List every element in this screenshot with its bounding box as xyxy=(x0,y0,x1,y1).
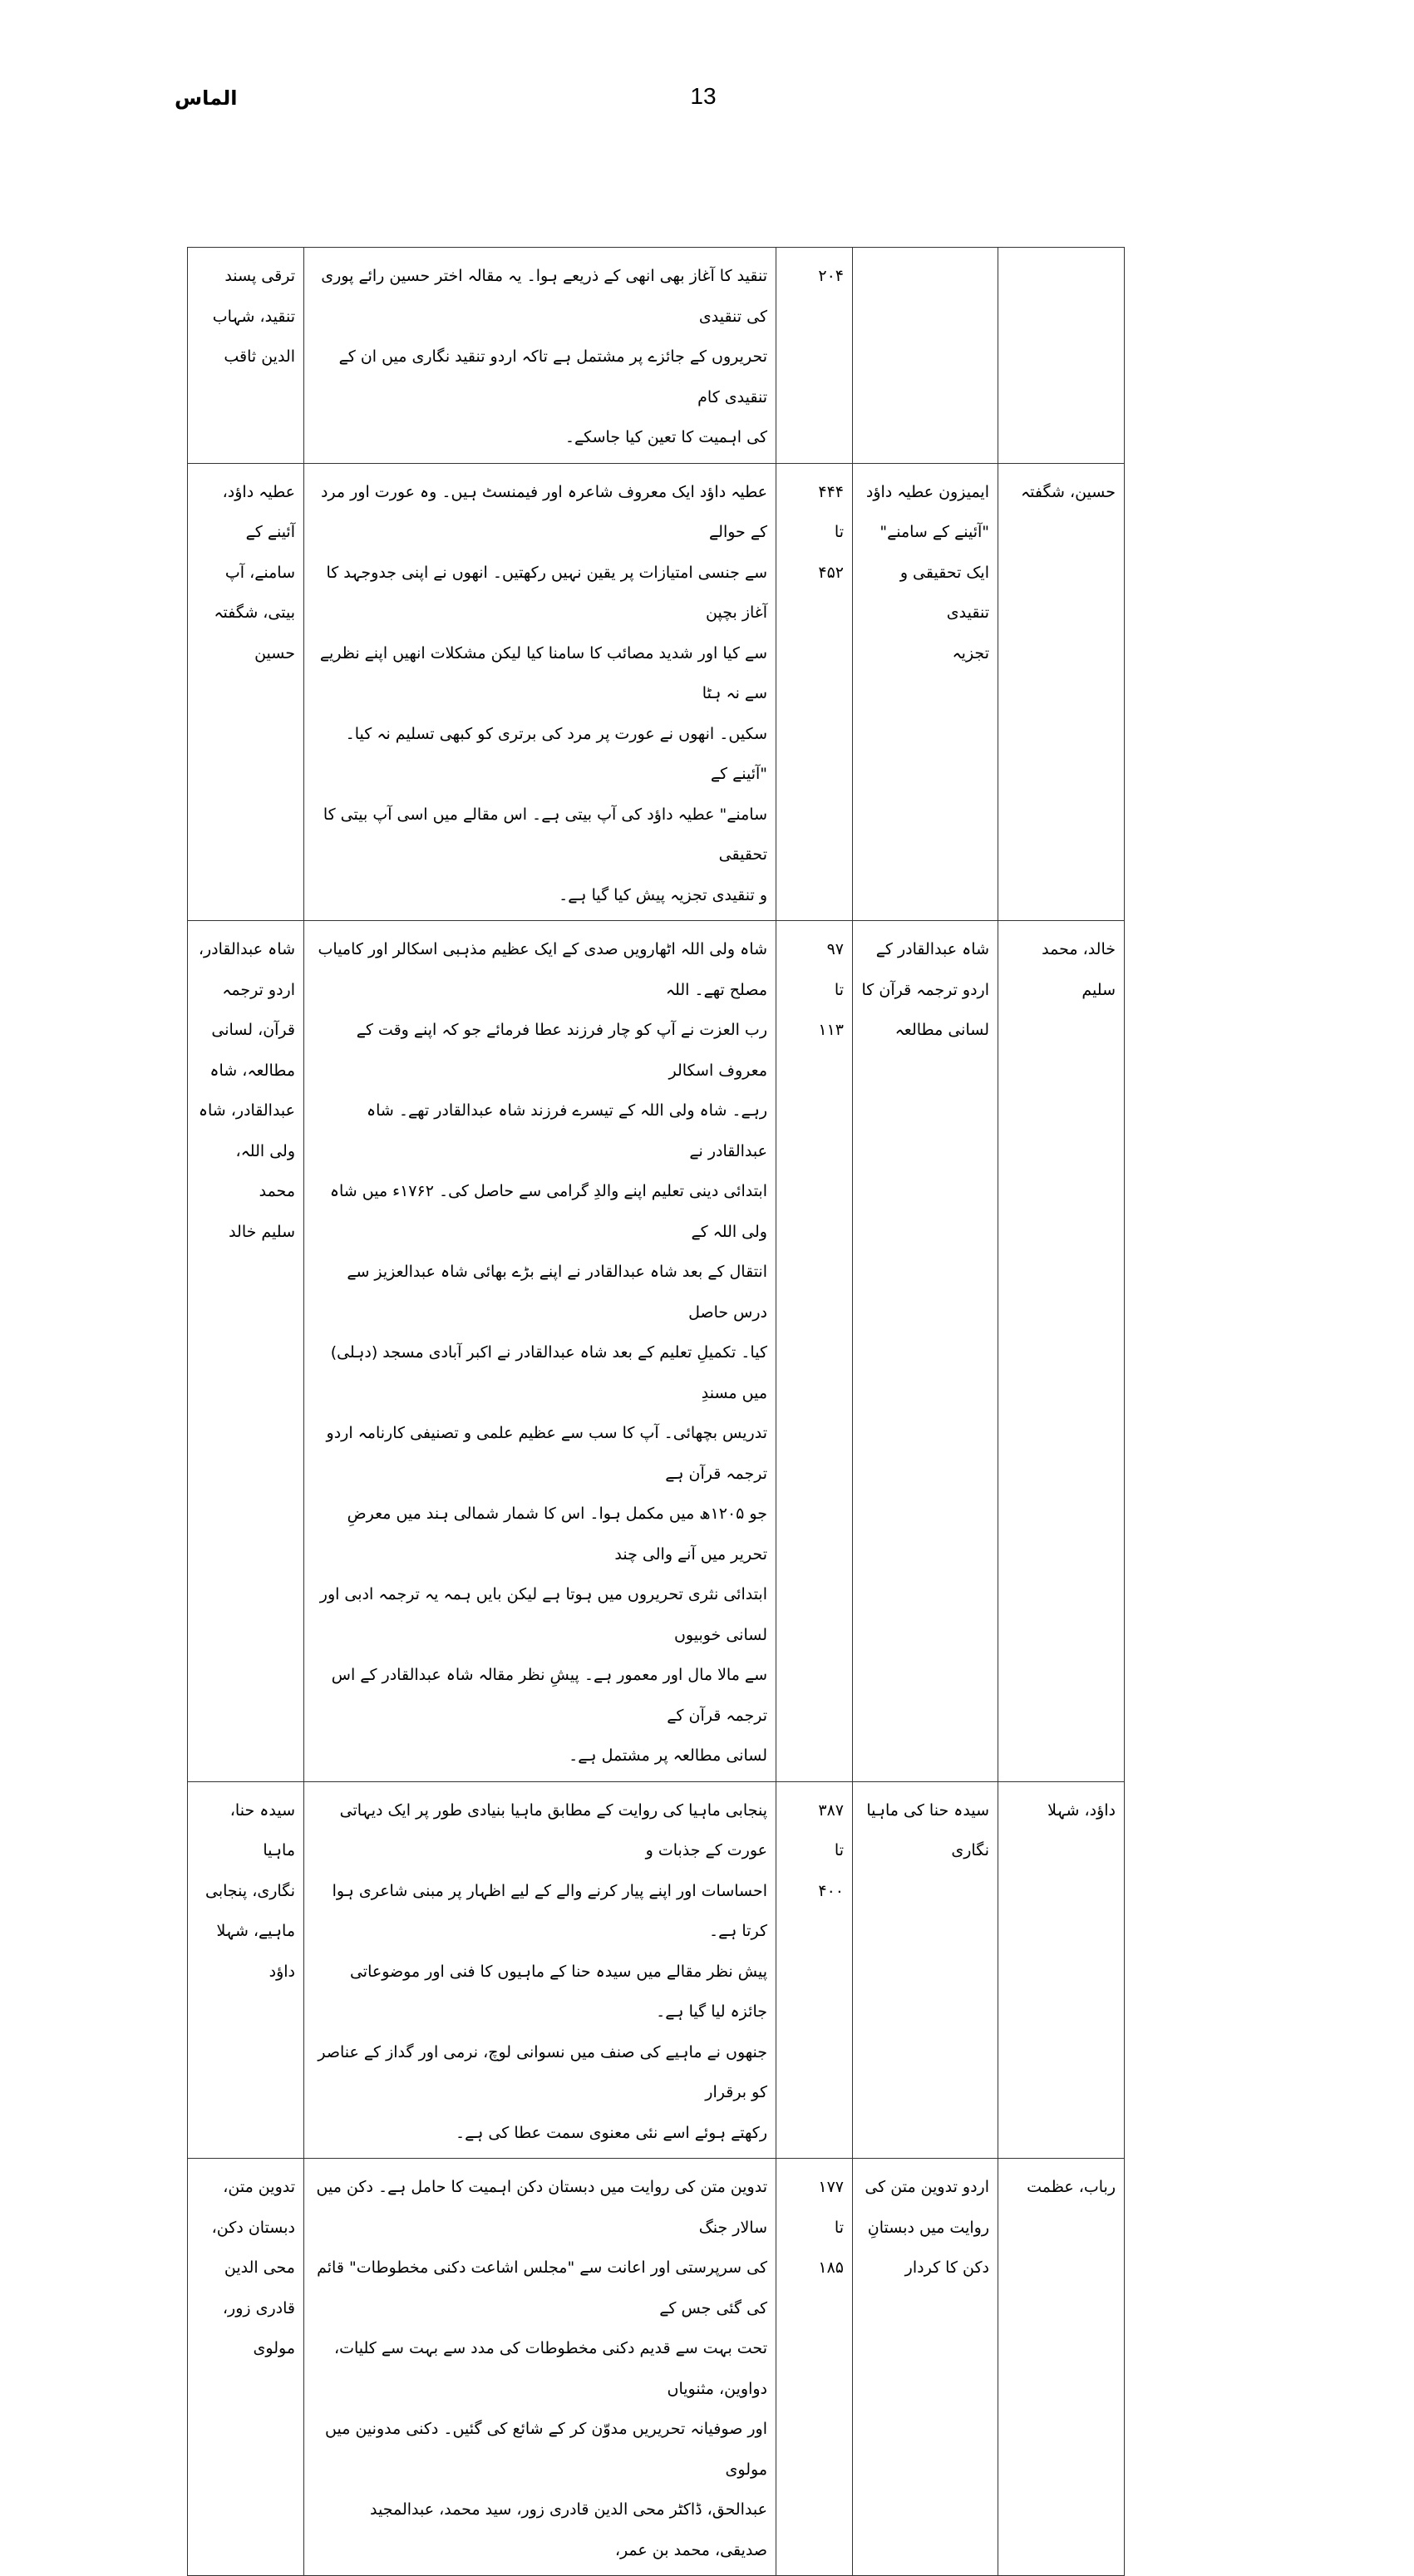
table-row xyxy=(188,2159,1125,2576)
keywords-cell: عطیہ داؤد، آئینے کے سامنے، آپ بیتی، شگفتہ حسین xyxy=(188,463,304,921)
journal-name: الماس xyxy=(175,86,238,110)
pages-cell: ۴۴۴ تا ۴۵۲ xyxy=(776,463,853,921)
table-row xyxy=(188,921,1125,1782)
title-cell: سیدہ حنا کی ماہیا نگاری xyxy=(853,1781,998,2159)
summary-cell: پنجابی ماہیا کی روایت کے مطابق ماہیا بنیادی طور پر ایک دیہاتی عورت کے جذبات و احساسات اور اپنے پیار کرنے والے کے لیے اظہار پر مبنی شاعری ہوا کرتا ہے۔ پیش نظر مقالے میں سیدہ حنا کے ماہیوں کا فنی اور موضوعاتی جائزہ لیا گیا ہے۔ جنھوں نے ماہیے کی صنف میں نسوانی لوچ، نرمی اور گداز کے عناصر کو برقرار رکھتے ہوئے اسے نئی معنوی سمت عطا کی ہے۔ xyxy=(304,1781,776,2159)
author-cell: خالد، محمد سلیم xyxy=(998,921,1125,1782)
pages-cell: ۲۰۴ xyxy=(776,248,853,464)
summary-cell: عطیہ داؤد ایک معروف شاعرہ اور فیمنسٹ ہیں۔ وہ عورت اور مرد کے حوالے سے جنسی امتیازات پر یقین نہیں رکھتیں۔ انھوں نے اپنی جدوجہد کا آغاز بچپن سے کیا اور شدید مصائب کا سامنا کیا لیکن مشکلات انھیں اپنے نظریے سے نہ ہٹا سکیں۔ انھوں نے عورت پر مرد کی برتری کو کبھی تسلیم نہ کیا۔ "آئینے کے سامنے" عطیہ داؤد کی آپ بیتی ہے۔ اس مقالے میں اسی آپ بیتی کا تحقیقی و تنقیدی تجزیہ پیش کیا گیا ہے۔ xyxy=(304,463,776,921)
title-cell xyxy=(853,248,998,464)
author-cell: داؤد، شہلا xyxy=(998,1781,1125,2159)
author-cell: رباب، عظمت xyxy=(998,2159,1125,2576)
pages-cell: ۹۷ تا ۱۱۳ xyxy=(776,921,853,1782)
title-cell: ایمیزون عطیہ داؤد "آئینے کے سامنے" ایک تحقیقی و تنقیدی تجزیہ xyxy=(853,463,998,921)
table-row xyxy=(188,1781,1125,2159)
summary-cell: تدوین متن کی روایت میں دبستان دکن اہمیت کا حامل ہے۔ دکن میں سالار جنگ کی سرپرستی اور اعانت سے "مجلس اشاعت دکنی مخطوطات" قائم کی گئی جس کے تحت بہت سے قدیم دکنی مخطوطات کی مدد سے بہت سے کلیات، دواوین، مثنویاں اور صوفیانہ تحریریں مدوّن کر کے شائع کی گئیں۔ دکنی مدونین میں مولوی عبدالحق، ڈاکٹر محی الدین قادری زور، سید محمد، عبدالمجید صدیقی، محمد بن عمر، xyxy=(304,2159,776,2576)
pages-cell: ۱۷۷ تا ۱۸۵ xyxy=(776,2159,853,2576)
summary-cell: تنقید کا آغاز بھی انھی کے ذریعے ہوا۔ یہ مقالہ اختر حسین رائے پوری کی تنقیدی تحریروں کے جائزے پر مشتمل ہے تاکہ اردو تنقید نگاری میں ان کے تنقیدی کام کی اہمیت کا تعین کیا جاسکے۔ xyxy=(304,248,776,464)
keywords-cell: تدوین متن، دبستان دکن، محی الدین قادری زور، مولوی xyxy=(188,2159,304,2576)
article-index-table xyxy=(187,247,1125,2576)
author-cell: حسین، شگفتہ xyxy=(998,463,1125,921)
keywords-cell: ترقی پسند تنقید، شہاب الدین ثاقب xyxy=(188,248,304,464)
pages-cell: ۳۸۷ تا ۴۰۰ xyxy=(776,1781,853,2159)
page-number: 13 xyxy=(690,83,717,109)
keywords-cell: شاہ عبدالقادر، اردو ترجمہ قرآن، لسانی مطالعہ، شاہ عبدالقادر، شاہ ولی اللہ، محمد سلیم خالد xyxy=(188,921,304,1782)
author-cell xyxy=(998,248,1125,464)
summary-cell: شاہ ولی اللہ اٹھارویں صدی کے ایک عظیم مذہبی اسکالر اور کامیاب مصلح تھے۔ اللہ رب العزت نے آپ کو چار فرزند عطا فرمائے جو کہ اپنے وقت کے معروف اسکالر رہے۔ شاہ ولی اللہ کے تیسرے فرزند شاہ عبدالقادر تھے۔ شاہ عبدالقادر نے ابتدائی دینی تعلیم اپنے والدِ گرامی سے حاصل کی۔ ۱۷۶۲ء میں شاہ ولی اللہ کے انتقال کے بعد شاہ عبدالقادر نے اپنے بڑے بھائی شاہ عبدالعزیز سے درس حاصل کیا۔ تکمیلِ تعلیم کے بعد شاہ عبدالقادر نے اکبر آبادی مسجد (دہلی) میں مسندِ تدریس بچھائی۔ آپ کا سب سے عظیم علمی و تصنیفی کارنامہ اردو ترجمہ قرآن ہے جو ۱۲۰۵ھ میں مکمل ہوا۔ اس کا شمار شمالی ہند میں معرضِ تحریر میں آنے والی چند ابتدائی نثری تحریروں میں ہوتا ہے لیکن بایں ہمہ یہ ترجمہ ادبی اور لسانی خوبیوں سے مالا مال اور معمور ہے۔ پیشِ نظر مقالہ شاہ عبدالقادر کے اس ترجمہ قرآن کے لسانی مطالعہ پر مشتمل ہے۔ xyxy=(304,921,776,1782)
keywords-cell: سیدہ حنا، ماہیا نگاری، پنجابی ماہیے، شہلا داؤد xyxy=(188,1781,304,2159)
table-row xyxy=(188,248,1125,464)
title-cell: شاہ عبدالقادر کے اردو ترجمہ قرآن کا لسانی مطالعہ xyxy=(853,921,998,1782)
title-cell: اردو تدوین متن کی روایت میں دبستانِ دکن کا کردار xyxy=(853,2159,998,2576)
table-row xyxy=(188,463,1125,921)
